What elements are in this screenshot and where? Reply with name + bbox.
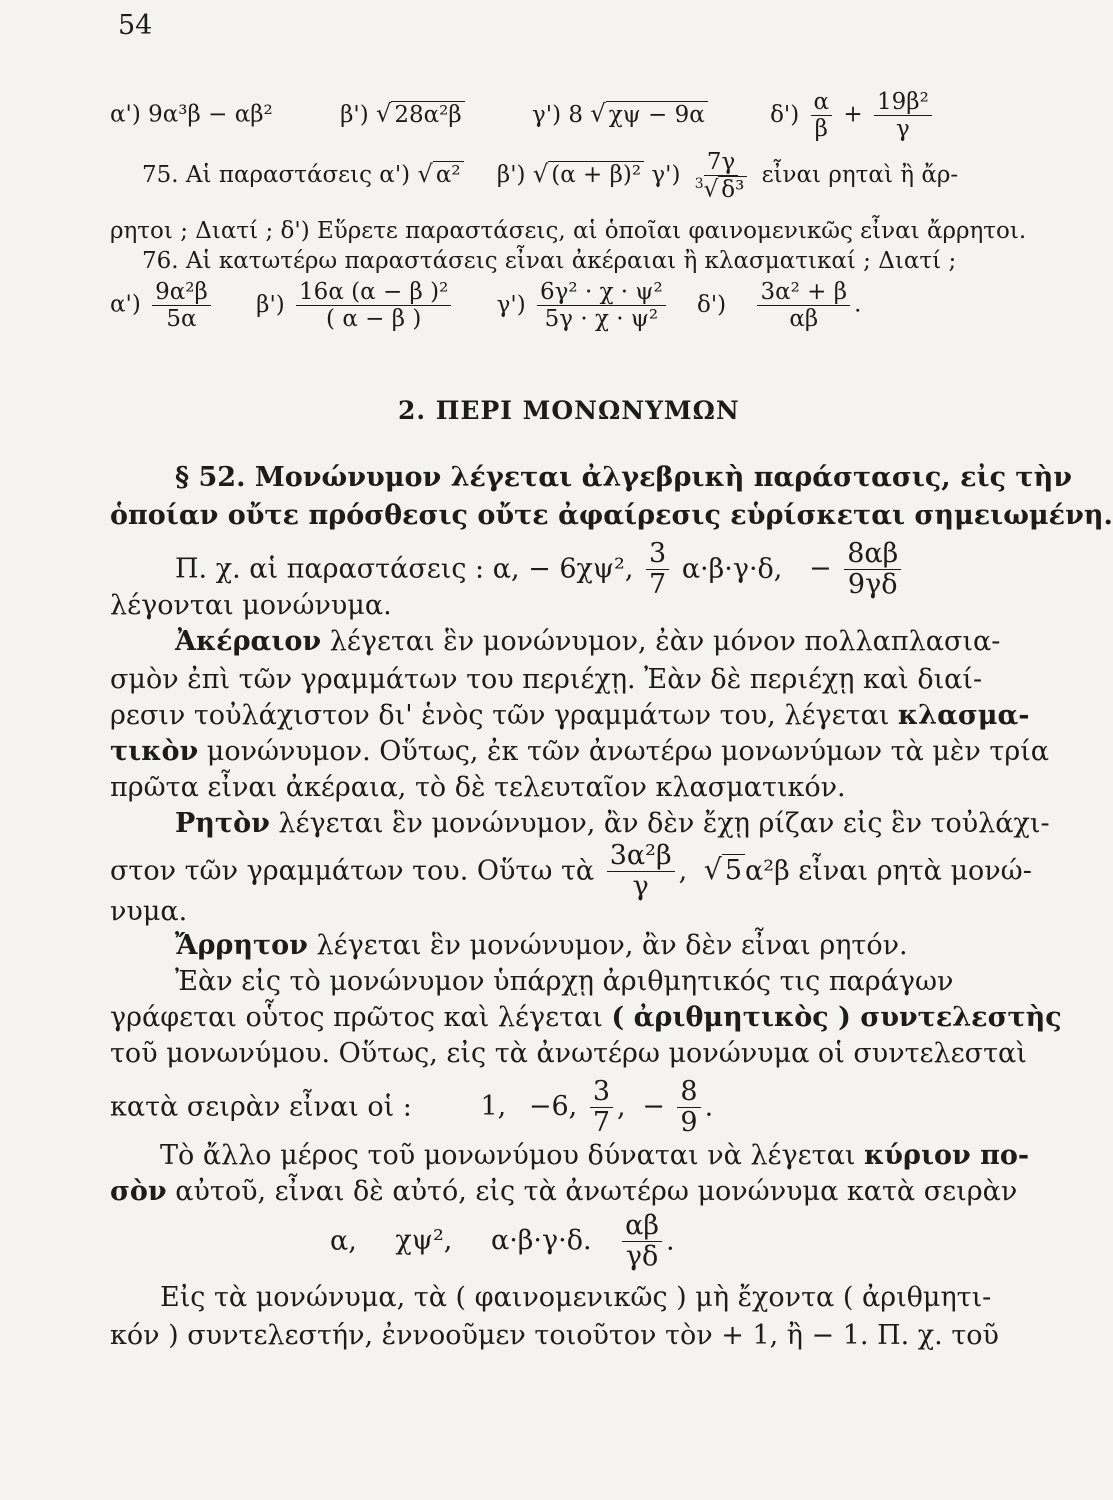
ex74-a: α') 9α³β − αβ² (110, 101, 273, 128)
definition-line2: ὁποίαν οὔτε πρόσθεσις οὔτε ἀφαίρεσις εὑρίσκεται σημειωμένη. (110, 500, 1113, 531)
final-line1: Εἰς τὰ μονώνυμα, τὰ ( φαινομενικῶς ) μὴ ἔχοντα ( ἀριθμητι- (160, 1282, 992, 1313)
coefficient-line4: κατὰ σειρὰν εἶναι οἱ : 1, −6, $\frac{3}{7}$ , − $\frac{8}{9}$ . (110, 1076, 714, 1139)
ex74-b-label: β') (340, 101, 369, 128)
ex75-text-end: εἶναι ρηταὶ ἢ ἄρ- (761, 161, 959, 188)
exercise-74-options (110, 90, 936, 141)
main-quantity-examples: α, χψ², α·β·γ·δ. $\frac{\alpha\beta}{\gamma\delta}$ . (330, 1210, 675, 1273)
exercise-75-line1 (142, 150, 958, 202)
exercise-76-options: α') $\frac{\text{9α²β}}{5\alpha}$ β') $\frac{\text{16α (α − β )²}}{( \alpha - \beta )}$ γ') $\frac{\text{6γ² · χ · ψ²}}{\text{5γ · χ · ψ²}}$ δ') $\frac{\text{3α² + β}}{\alpha\beta}$ . (110, 279, 862, 333)
example-fraction-2: $\frac{8\alpha\beta}{9\gamma\delta}$ (844, 540, 901, 600)
ex76-a-fraction: $\frac{\text{9α²β}}{5\alpha}$ (152, 280, 211, 331)
ex75-g-fraction: $\frac{7\gamma}{^3√ \delta^3}$ (692, 150, 751, 202)
ex74-d-fraction2: $\frac{\text{19β²}}{\gamma}$ (874, 90, 932, 141)
rational-def-line2: στον τῶν γραμμάτων του. Οὕτω τὰ $\frac{\text{3α²β}}{\gamma}$ , √ 5 α²β εἶναι ρητὰ μονώ- (110, 840, 1032, 903)
ex75-text: 75. Αἱ παραστάσεις α') (142, 161, 411, 188)
ex75-b-label: β') (496, 161, 526, 188)
integer-def-line5: πρῶτα εἶναι ἀκέραια, τὸ δὲ τελευταῖον κλασματικόν. (110, 772, 846, 803)
exercise-75-line2: ρητοι ; Διατί ; δ') Εὕρετε παραστάσεις, αἱ ὁποῖαι φαινομενικῶς εἶναι ἄρρητοι. (110, 218, 1027, 244)
rational-def-line1: Ρητὸν λέγεται ἓν μονώνυμον, ἂν δὲν ἔχῃ ρίζαν εἰς ἓν τοὐλάχι- (175, 808, 1050, 839)
ex74-d-label: δ') (770, 101, 800, 128)
ex76-d-fraction: $\frac{\text{3α² + β}}{\alpha\beta}$ (757, 280, 850, 331)
rational-example-fraction: $\frac{\text{3α²β}}{\gamma}$ (607, 842, 675, 902)
ex76-b-fraction: $\frac{\text{16α (α − β )²}}{( \alpha - \beta )}$ (296, 280, 451, 331)
section-heading: 2. ΠΕΡΙ ΜΟΝΩΝΥΜΩΝ (398, 396, 740, 425)
example-line2: λέγονται μονώνυμα. (110, 590, 392, 621)
ex75-g-label: γ') (651, 161, 681, 188)
radical-icon: √ (417, 159, 433, 188)
main-quantity-fraction: $\frac{\alpha\beta}{\gamma\delta}$ (622, 1212, 662, 1272)
integer-def-line2: σμὸν ἐπὶ τῶν γραμμάτων του περιέχῃ. Ἐὰν δὲ περιέχῃ καὶ διαί- (110, 664, 983, 695)
radical-icon: √ (703, 853, 722, 887)
main-quantity-line1: Τὸ ἄλλο μέρος τοῦ μονωνύμου δύναται νὰ λέγεται κύριον πο- (160, 1140, 1030, 1171)
ex75-radicand-b: (α + β)² (548, 161, 644, 188)
example-fraction-1: $\frac{3}{7}$ (646, 540, 669, 600)
ex76-g-fraction: $\frac{\text{6γ² · χ · ψ²}}{\text{5γ · χ · ψ²}}$ (537, 280, 666, 331)
rational-def-line3: νυμα. (110, 896, 188, 927)
coefficient-fraction-1: $\frac{3}{7}$ (590, 1078, 613, 1138)
integer-def-line3: ρεσιν τοὐλάχιστον δι' ἑνὸς τῶν γραμμάτων του, λέγεται κλασμα- (110, 700, 1030, 731)
ex74-d-fraction1: $\frac{\alpha}{\beta}$ (811, 90, 833, 141)
coefficient-line2: γράφεται οὗτος πρῶτος καὶ λέγεται ( ἀριθμητικὸς ) συντελεστὴς (110, 1002, 1062, 1033)
radical-icon: √ (590, 99, 606, 128)
exercise-76-line1: 76. Αἱ κατωτέρω παραστάσεις εἶναι ἀκέραιαι ἢ κλασματικαί ; Διατί ; (142, 248, 957, 274)
coefficient-fraction-2: $\frac{8}{9}$ (677, 1078, 700, 1138)
ex74-b-radicand: 28α²β (391, 101, 464, 128)
coefficient-line3: τοῦ μονωνύμου. Οὕτως, εἰς τὰ ἀνωτέρω μονώνυμα οἱ συντελεσταὶ (110, 1038, 1027, 1069)
integer-def-line4: τικὸν μονώνυμον. Οὕτως, ἐκ τῶν ἀνωτέρω μονωνύμων τὰ μὲν τρία (110, 736, 1050, 767)
plus-sign: + (843, 101, 863, 128)
final-line2: κόν ) συντελεστήν, ἐννοοῦμεν τοιοῦτον τὸν + 1, ἢ − 1. Π. χ. τοῦ (110, 1320, 999, 1351)
ex74-g-label: γ') 8 (532, 101, 584, 128)
example-line: Π. χ. αἱ παραστάσεις : α, − 6χψ², $\frac{3}{7}$ α·β·γ·δ, − $\frac{8\alpha\beta}{9\gamma\delta}$ (175, 540, 905, 600)
ex75-radicand-a: α² (433, 161, 464, 188)
definition-line1: § 52. Μονώνυμον λέγεται ἀλγεβρικὴ παράστασις, εἰς τὴν (175, 462, 1072, 493)
ex74-g-radicand: χψ − 9α (606, 101, 708, 128)
radical-icon: √ (532, 159, 549, 188)
integer-def-line1: Ἀκέραιον λέγεται ἓν μονώνυμον, ἐὰν μόνον πολλαπλασια- (175, 626, 1001, 657)
coefficient-line1: Ἐὰν εἰς τὸ μονώνυμον ὑπάρχῃ ἀριθμητικός τις παράγων (175, 966, 954, 997)
radical-icon: √ (375, 99, 392, 128)
main-quantity-line2: σὸν αὐτοῦ, εἶναι δὲ αὐτό, εἰς τὰ ἀνωτέρω μονώνυμα κατὰ σειρὰν (110, 1176, 1018, 1207)
irrational-def: Ἄρρητον λέγεται ἓν μονώνυμον, ἂν δὲν εἶναι ρητόν. (175, 930, 908, 961)
page-number: 54 (118, 10, 153, 41)
